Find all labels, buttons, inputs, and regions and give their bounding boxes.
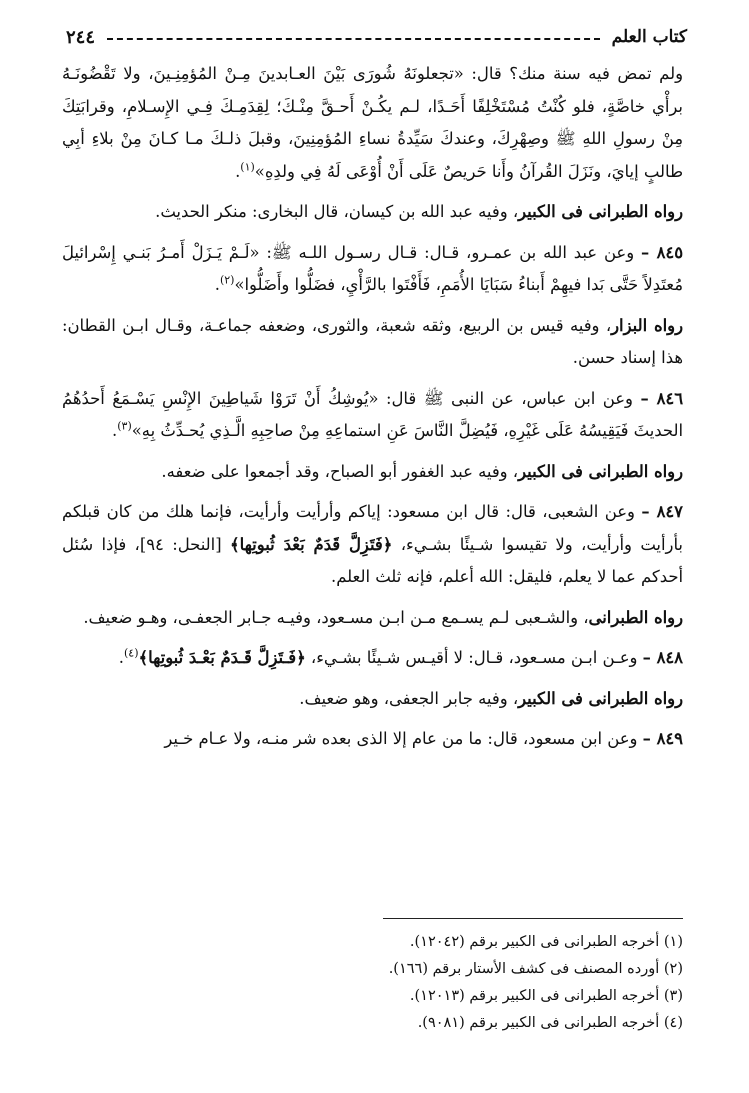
footnote-ref[interactable]: (٤): [123, 646, 139, 660]
source-lead: رواه الطبرانى فى الكبير: [518, 461, 683, 481]
hadith-text: وعن عبد الله بن عمـرو، قـال: قـال رسـول اللـه ﷺ: «لَـمْ يَـزَلْ أَمـرُ بَنـي إِسْرائيلَ مُعتَدِلاً حَتَّى بَدا فيهِمْ أَبناءُ سَبَايَا الأُمَمِ، فَأَفْتَوا بالرَّأْيِ، فضَلُّوا وأَضَلُّوا»: [62, 242, 683, 294]
hadith-text-after: .: [118, 648, 124, 667]
source-note: [62, 310, 683, 375]
source-lead: رواه البزار: [611, 315, 684, 335]
running-title: كتاب العلم: [611, 27, 687, 47]
footnote-ref[interactable]: (٢): [219, 273, 235, 287]
hadith-848: [62, 642, 683, 675]
source-text: ، وفيه قيس بن الربيع، وثقه شعبة، والثورى، وضعفه جماعـة، وقـال ابـن القطان: هذا إسناد حسن.: [62, 315, 683, 367]
header-dash-rule: [107, 38, 600, 40]
quran-verse: ﴿فَـتَزِلَّ قَـدَمٌ بَعْـدَ ثُبوتِها﴾: [138, 648, 306, 667]
footnotes-section: [62, 918, 683, 1037]
hadith-number: ٨٤٦ –: [640, 388, 684, 408]
footnote-item: (١) أخرجه الطبرانى فى الكبير برقم (١٢٠٤٢).: [409, 934, 683, 950]
source-note: [62, 602, 683, 635]
source-text: ، وفيه عبد الله بن كيسان، قال البخارى: منكر الحديث.: [155, 202, 519, 221]
hadith-849: [62, 723, 683, 756]
footnote-separator: [383, 918, 683, 919]
source-lead: رواه الطبرانى فى الكبير: [518, 688, 683, 708]
source-note: [62, 196, 683, 229]
hadith-number: ٨٤٧ –: [641, 502, 683, 521]
main-text: [62, 58, 683, 756]
source-note: [62, 683, 683, 716]
footnote-item: (٣) أخرجه الطبرانى فى الكبير برقم (١٢٠١٣).: [409, 988, 683, 1004]
footnote-ref[interactable]: (٣): [117, 419, 132, 433]
source-note: [62, 456, 683, 489]
hadith-text: وعن الشعبى، قال: قال ابن مسعود: إياكم وأرأيت وأرأيت، فإنما هلك من كان قبلكم بأرأيت وأرأيت، ولا تقيسوا شـيئًا بشـيء،: [62, 502, 683, 554]
hadith-number: ٨٤٨ –: [642, 648, 683, 667]
hadith-number: ٨٤٩ –: [642, 729, 683, 748]
source-lead: رواه الطبرانى: [588, 607, 683, 627]
hadith-text-after: [النحل: ٩٤]، فإذا سُئل أحدكم عما لا يعلم، فليقل: الله أعلم، فإنه ثلث العلم.: [62, 534, 683, 586]
footnote-item: (٢) أورده المصنف فى كشف الأستار برقم (١٦٦).: [388, 961, 683, 977]
source-lead: رواه الطبرانى فى الكبير: [518, 202, 683, 221]
source-text: ، والشـعبى لـم يسـمع مـن ابـن مسـعود، وفيـه جـابر الجعفـى، وهـو ضعيف.: [83, 607, 589, 627]
source-text: ، وفيه جابر الجعفى، وهو ضعيف.: [299, 688, 519, 708]
hadith-text: وعن ابن مسعود، قال: ما من عام إلا الذى بعده شر منـه، ولا عـام خـير: [164, 729, 638, 748]
paragraph-text: ولم تمض فيه سنة منك؟ قال: «تجعلونَهُ شُورَى بَيْنَ العـابدينَ مِـنْ المُؤمِنِـينَ، ولا تَقْضُونَـهُ برأْي خاصَّةٍ، فلو كُنْتُ مُسْتَخْلِفًا أَحَـدًا، لـم يكُـنْ أَحـقَّ مِنْـكَ؛ لِقِدَمِـكَ فِـي الإِسـلامِ، وقرابَتِكَ مِنْ رسولِ اللهِ ﷺ وصِهْرِكَ، وعندكَ سَيِّدةُ نساءِ المُؤمِنِينَ، وقبلَ ذلـكَ مـا كـانَ مِنْ بلاءِ أبِي طالبٍ إيايَ، ونَزَلَ القُرآنُ وأَنا حَريصٌ عَلَى أَنْ أُوْعَى لَهُ فِي ولدِهِ»: [62, 64, 683, 181]
footnote-item: (٤) أخرجه الطبرانى فى الكبير برقم (٩٠٨١).: [417, 1015, 683, 1031]
page-number: ٢٤٤: [66, 26, 96, 48]
page-header: [66, 22, 687, 52]
hadith-845: ٨٤٥ – وعن عبد الله بن عمـرو، قـال: قـال رسـول اللـه ﷺ: «لَـمْ يَـزَلْ أَمـرُ بَنـي إِسْرائيلَ مُعتَدِلاً حَتَّى بَدا فيهِمْ أَبناءُ سَبَايَا الأُمَمِ، فَأَفْتَوا بالرَّأْيِ، فضَلُّوا وأَضَلُّوا»$^{(٢)}$.: [62, 242, 684, 294]
hadith-846: ٨٤٦ – وعن ابن عباس، عن النبى ﷺ قال: «يُوشِكُ أَنْ تَرَوْا شَياطِينَ الإِنْسِ يَسْـمَعُ أَحدُهُمُ الحديثَ فَيَقِيسُهُ عَلَى غَيْرِهِ، فَيُضِلَّ النَّاسَ عَنِ استماعِهِ مِنْ صاحِبِهِ الَّـذِي يُحـدِّثُ بِهِ»$^{(٣)}$.: [62, 388, 684, 440]
quran-verse: ﴿فَتَزِلَّ قَدَمٌ بَعْدَ ثُبوتِها﴾: [230, 534, 393, 554]
continuation-paragraph: ولم تمض فيه سنة منك؟ قال: «تجعلونَهُ شُورَى بَيْنَ العـابدينَ مِـنْ المُؤمِنِـينَ، ولا تَقْضُونَـهُ برأْي خاصَّةٍ، فلو كُنْتُ مُسْتَخْلِفًا أَحَـدًا، لـم يكُـنْ أَحـقَّ مِنْـكَ؛ لِقِدَمِـكَ فِـي الإِسـلامِ، وقرابَتِكَ مِنْ رسولِ اللهِ ﷺ وصِهْرِكَ، وعندكَ سَيِّدةُ نساءِ المُؤمِنِينَ، وقبلَ ذلـكَ مـا كـانَ مِنْ بلاءِ أبِي طالبٍ إيايَ، ونَزَلَ القُرآنُ وأَنا حَريصٌ عَلَى أَنْ أُوْعَى لَهُ فِي ولدِهِ»$^{(١)}$.: [62, 64, 683, 181]
hadith-text: وعن ابن عباس، عن النبى ﷺ قال: «يُوشِكُ أَنْ تَرَوْا شَياطِينَ الإِنْسِ يَسْـمَعُ أَحدُهُمُ الحديثَ فَيَقِيسُهُ عَلَى غَيْرِهِ، فَيُضِلَّ النَّاسَ عَنِ استماعِهِ مِنْ صاحِبِهِ الَّـذِي يُحـدِّثُ بِهِ»: [62, 388, 683, 440]
footnote-ref[interactable]: (١): [240, 160, 255, 174]
hadith-number: ٨٤٥ –: [641, 242, 684, 262]
hadith-text: وعـن ابـن مسـعود، قـال: لا أقيـس شـيئًا بشـيء،: [310, 648, 638, 667]
hadith-847: [62, 496, 683, 594]
source-text: ، وفيه عبد الغفور أبو الصباح، وقد أجمعوا على ضعفه.: [161, 461, 519, 481]
